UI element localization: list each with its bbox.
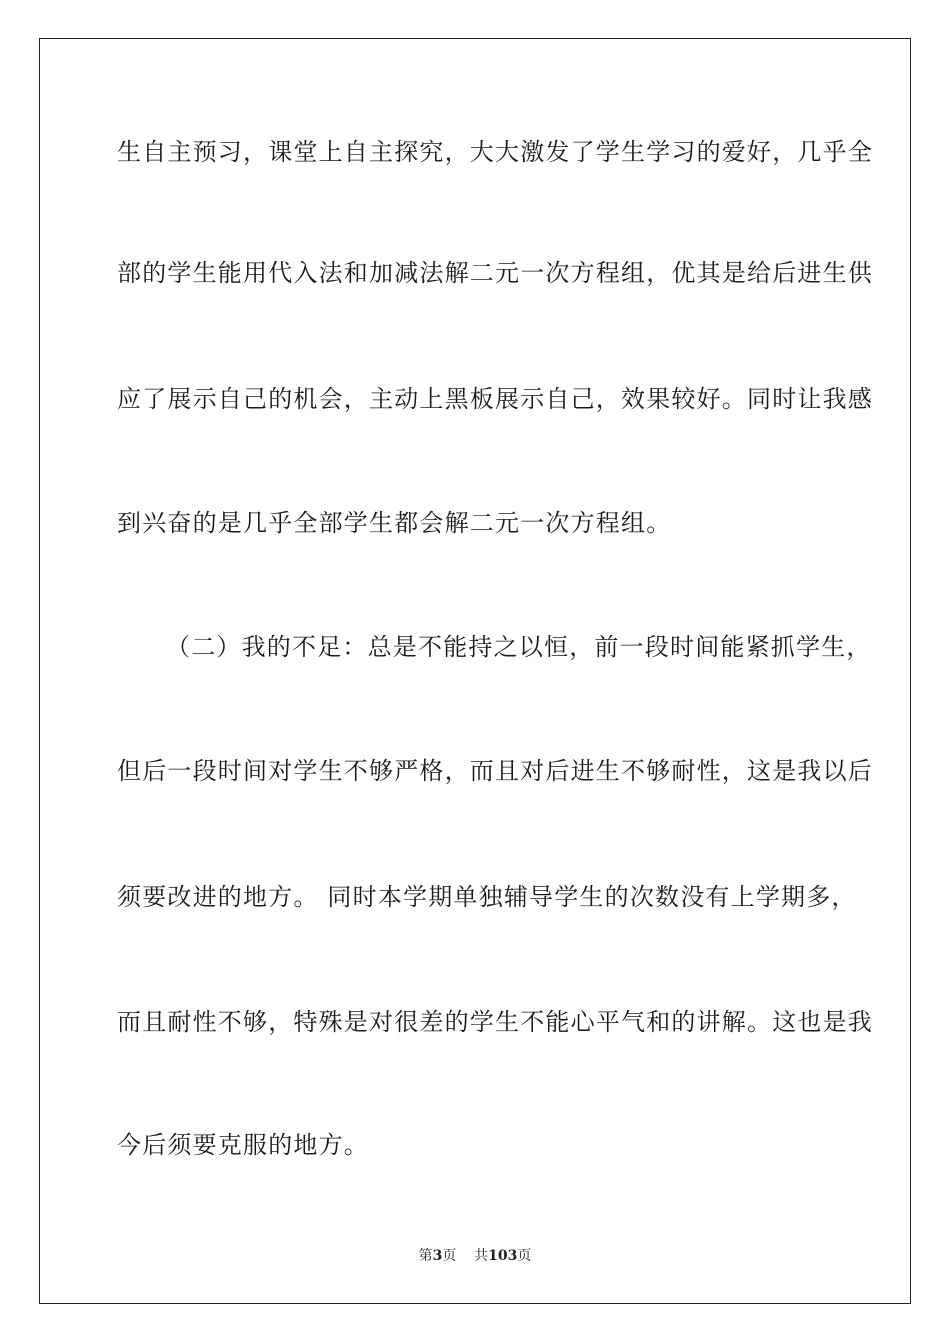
total-prefix: 共: [474, 1248, 489, 1264]
body-line-8: 而且耐性不够，特殊是对很差的学生不能心平气和的讲解。这也是我: [117, 1008, 873, 1036]
body-line-9: 今后须要克服的地方。: [117, 1131, 369, 1159]
total-pages: 103: [488, 1248, 518, 1264]
body-line-6: 但后一段时间对学生不够严格，而且对后进生不够耐性，这是我以后: [117, 757, 873, 785]
body-line-2: 部的学生能用代入法和加减法解二元一次方程组，优其是给后进生供: [117, 259, 873, 287]
body-line-1: 生自主预习，课堂上自主探究，大大激发了学生学习的爱好，几乎全: [117, 138, 873, 166]
body-line-3: 应了展示自己的机会，主动上黑板展示自己，效果较好。同时让我感: [117, 385, 873, 413]
body-line-7: 须要改进的地方。 同时本学期单独辅导学生的次数没有上学期多，: [117, 883, 857, 911]
page-prefix: 第: [418, 1248, 433, 1264]
page-border: [39, 38, 911, 1304]
page-suffix: 页: [442, 1248, 457, 1264]
total-suffix: 页: [517, 1248, 532, 1264]
section-heading-line: （二）我的不足：总是不能持之以恒，前一段时间能紧抓学生，: [166, 633, 872, 661]
page-footer: [0, 1247, 950, 1265]
body-line-4: 到兴奋的是几乎全部学生都会解二元一次方程组。: [117, 509, 672, 537]
page-number: 3: [432, 1248, 443, 1264]
